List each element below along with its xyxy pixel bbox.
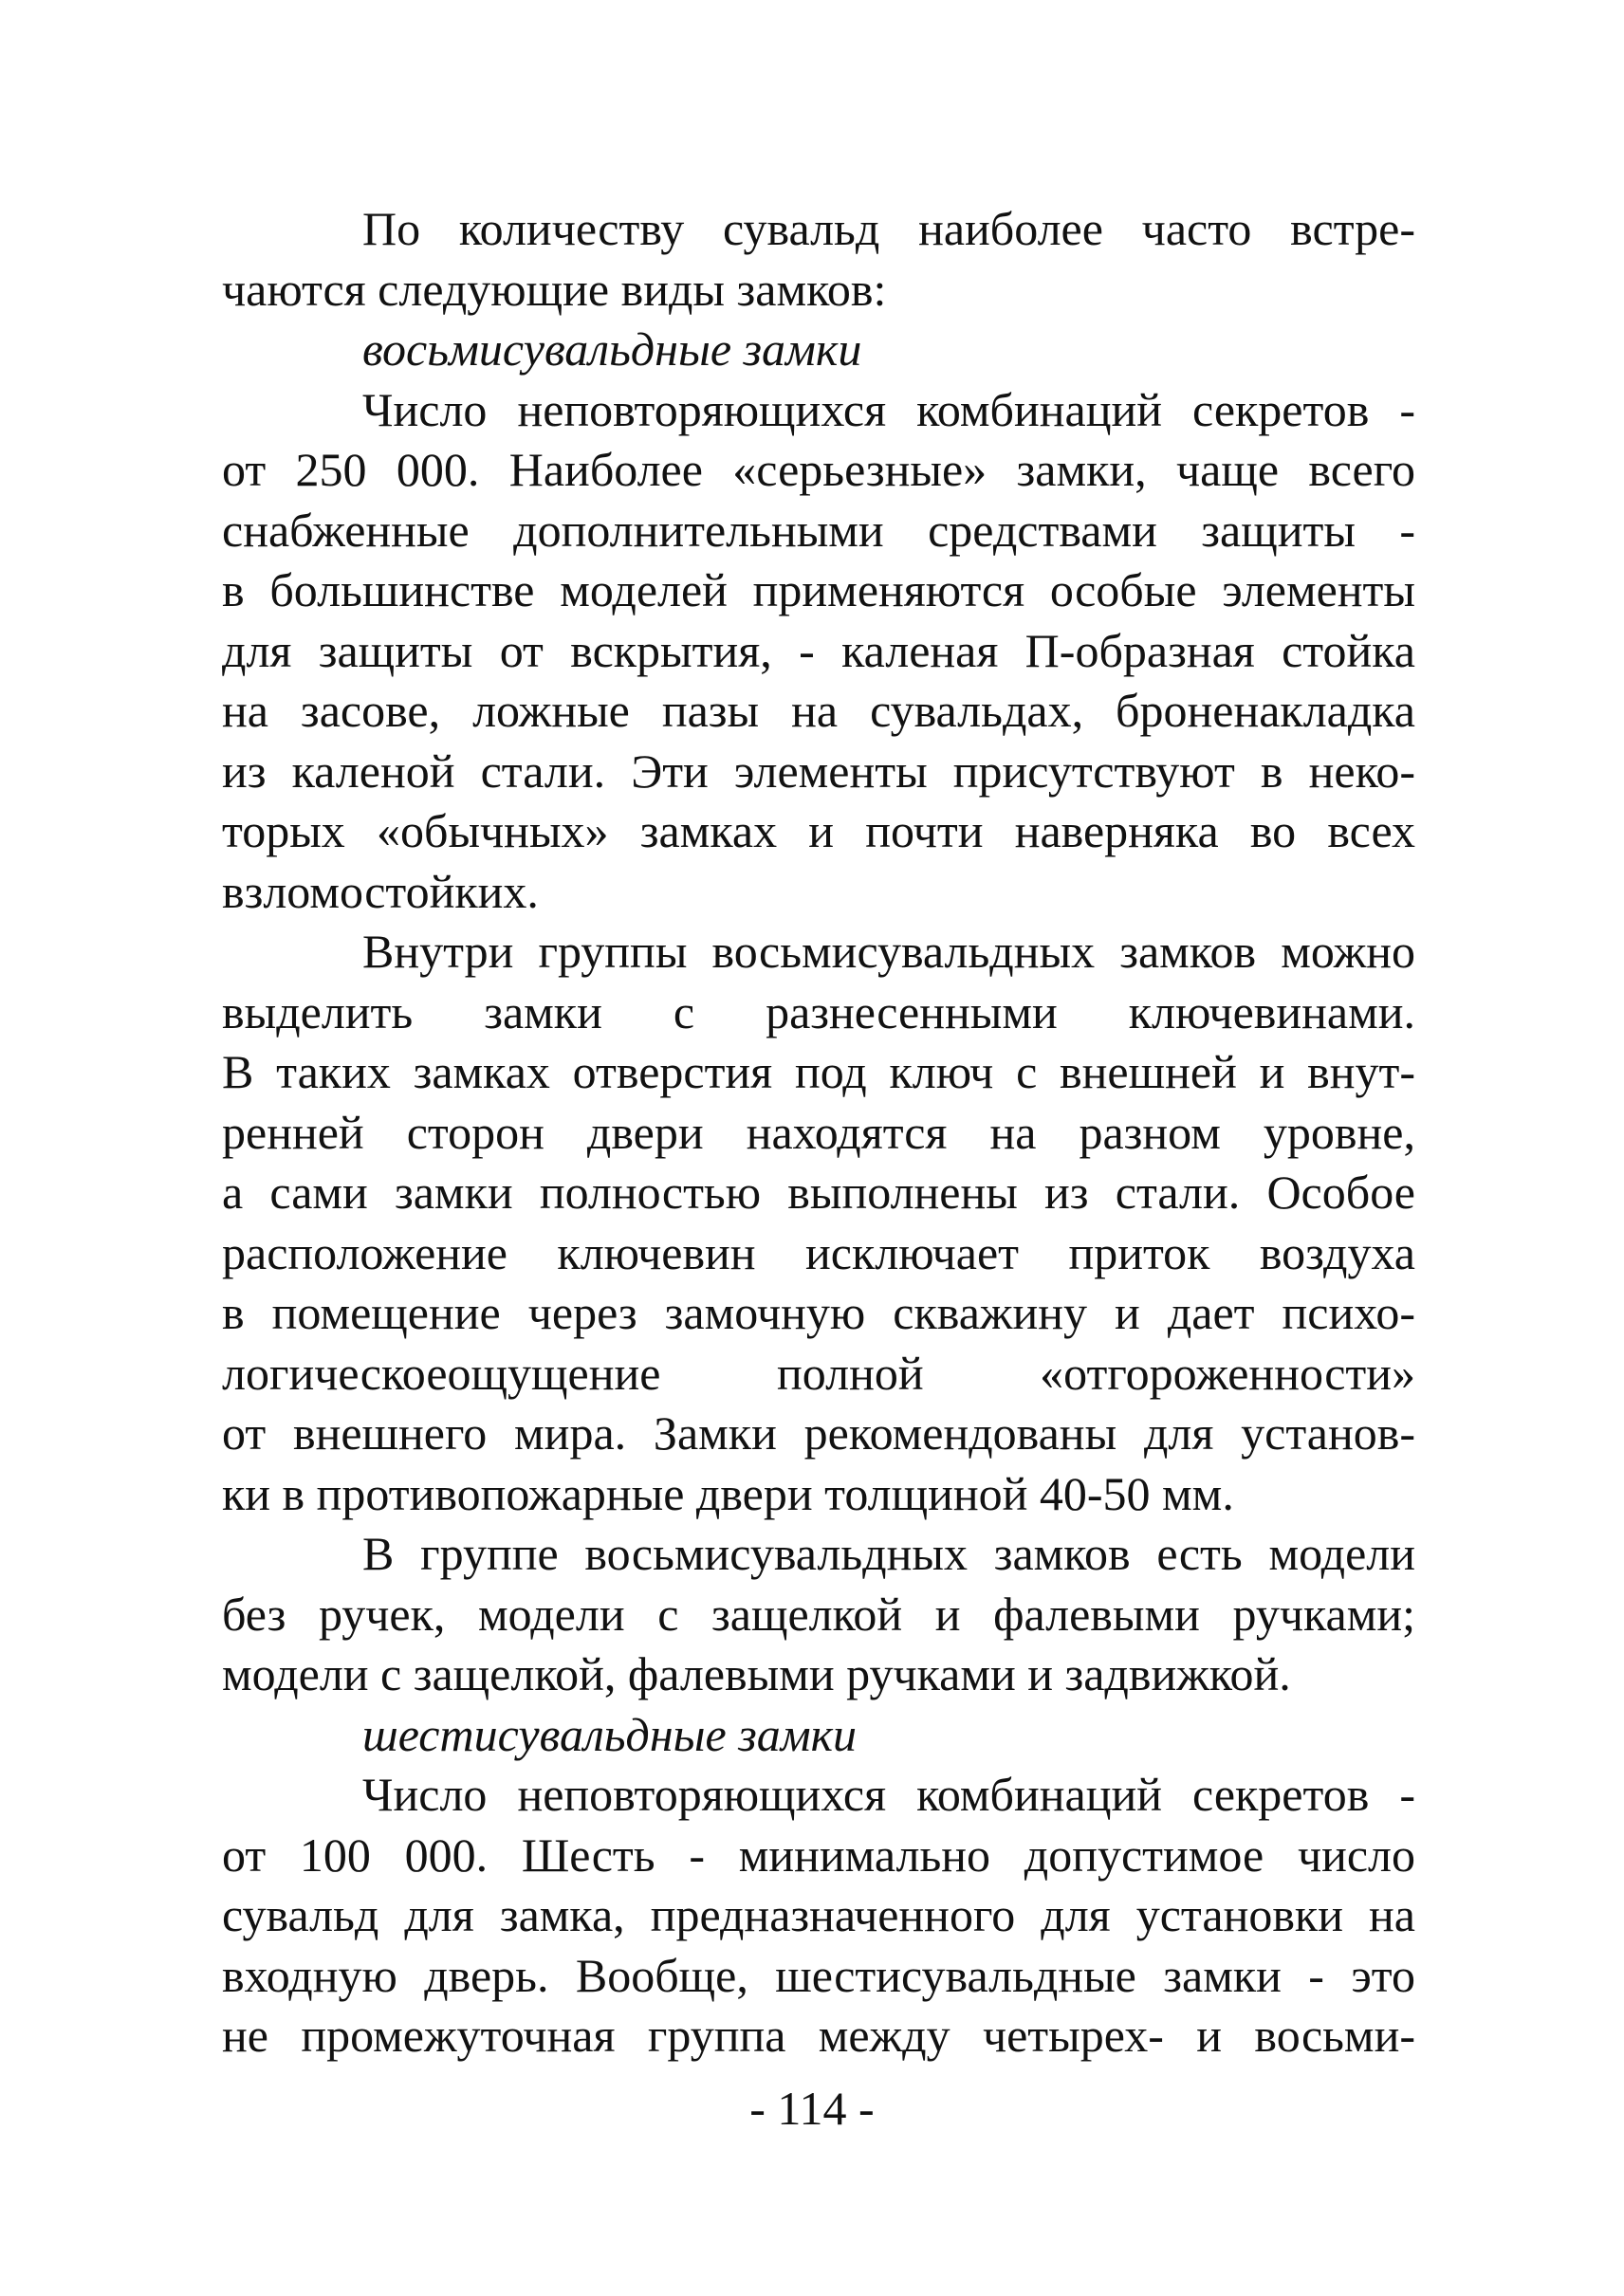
text-line: выделить замки с разнесенными ключевинами. bbox=[222, 984, 1415, 1038]
text-line: в помещение через замочную скважину и дает психо- bbox=[222, 1286, 1415, 1339]
text-line: без ручек, модели с защелкой и фалевыми ручками; bbox=[222, 1587, 1415, 1641]
text-line: сувальд для замка, предназначенного для установки на bbox=[222, 1888, 1415, 1941]
text-line: По количеству сувальд наиболее часто встре- bbox=[362, 202, 1415, 255]
text-line: входную дверь. Вообще, шестисувальдные замки - это bbox=[222, 1948, 1415, 2002]
text-line: В группе восьмисувальдных замков есть модели bbox=[362, 1527, 1415, 1580]
page-body-text bbox=[222, 199, 1415, 2066]
text-line: Число неповторяющихся комбинаций секретов - bbox=[362, 1768, 1415, 1821]
text-line: от внешнего мира. Замки рекомендованы для установ- bbox=[222, 1406, 1415, 1460]
text-line: ки в противопожарные двери толщиной 40-50 мм. bbox=[222, 1466, 1234, 1520]
text-line: не промежуточная группа между четырех- и восьми- bbox=[222, 2009, 1415, 2062]
section-heading: шестисувальдные замки bbox=[362, 1707, 857, 1761]
text-line: логическоеощущение полной «отгороженности» bbox=[222, 1346, 1415, 1400]
text-line: на засове, ложные пазы на сувальдах, броненакладка bbox=[222, 684, 1415, 737]
text-line: а сами замки полностью выполнены из стали. Особое bbox=[222, 1166, 1415, 1219]
text-line: от 100 000. Шесть - минимально допустимое число bbox=[222, 1828, 1415, 1882]
text-line: взломостойких. bbox=[222, 864, 539, 918]
text-line: модели с защелкой, фалевыми ручками и задвижкой. bbox=[222, 1647, 1291, 1700]
text-line: чаются следующие виды замков: bbox=[222, 262, 887, 316]
text-line: от 250 000. Наиболее «серьезные» замки, чаще всего bbox=[222, 443, 1415, 496]
text-line: из каленой стали. Эти элементы присутствуют в неко- bbox=[222, 744, 1415, 798]
text-line: для защиты от вскрытия, - каленая П-образная стойка bbox=[222, 623, 1415, 677]
text-line: снабженные дополнительными средствами защиты - bbox=[222, 503, 1415, 557]
page-number: - 114 - bbox=[749, 2082, 875, 2135]
text-line: в большинстве моделей применяются особые элементы bbox=[222, 563, 1415, 616]
text-line: В таких замках отверстия под ключ с внешней и внут- bbox=[222, 1045, 1415, 1098]
text-line: ренней сторон двери находятся на разном уровне, bbox=[222, 1105, 1415, 1159]
text-line: расположение ключевин исключает приток воздуха bbox=[222, 1225, 1415, 1279]
text-line: Внутри группы восьмисувальдных замков можно bbox=[362, 925, 1415, 978]
section-heading: восьмисувальдные замки bbox=[362, 322, 862, 376]
text-line: Число неповторяющихся комбинаций секретов - bbox=[362, 382, 1415, 436]
text-line: торых «обычных» замках и почти наверняка во всех bbox=[222, 804, 1415, 857]
